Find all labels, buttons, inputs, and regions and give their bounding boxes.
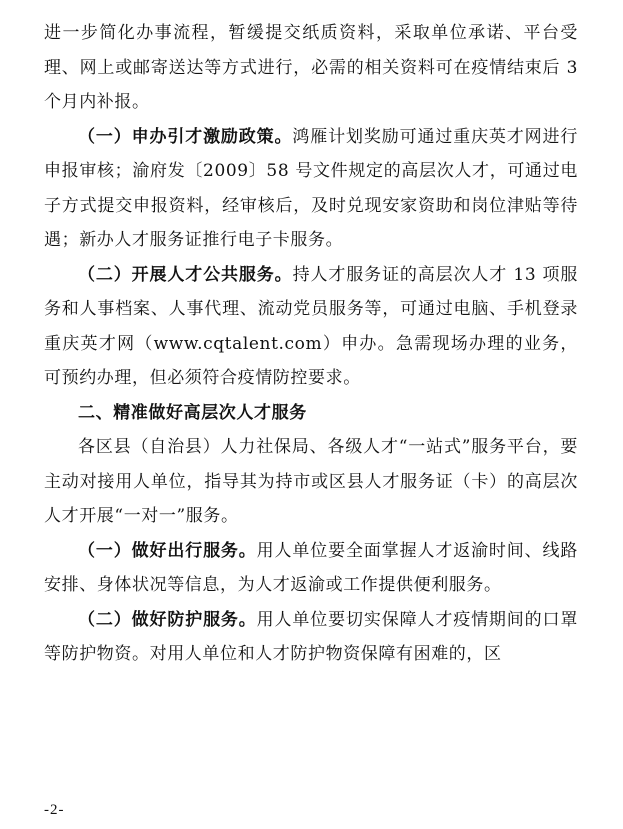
paragraph-text: 持人才服务证的高层次人才 13 项服务和人事档案、人事代理、流动党员服务等，可通过电脑、手机登录重庆英才网（www.cqtalent.com）申办。急需现场办理的业务，可预约办理，但必须符合疫情防控要求。 — [44, 264, 578, 388]
paragraph-continuation — [44, 16, 578, 120]
paragraph-text: 进一步简化办事流程，暂缓提交纸质资料，采取单位承诺、平台受理、网上或邮寄送达等方式进行，必需的相关资料可在疫情结束后 3 个月内补报。 — [44, 23, 578, 112]
paragraph-incentive-policy — [44, 120, 578, 258]
paragraph-text: 鸿雁计划奖励可通过重庆英才网进行申报审核；渝府发〔2009〕58 号文件规定的高层次人才，可通过电子方式提交申报资料，经审核后，及时兑现安家资助和岗位津贴等待遇；新办人才服务证推行电子卡服务。 — [44, 126, 578, 250]
paragraph-text: 用人单位要切实保障人才疫情期间的口罩等防护物资。对用人单位和人才防护物资保障有困难的，区 — [44, 609, 578, 664]
paragraph-lead: （一）做好出行服务。 — [78, 540, 257, 561]
paragraph-lead: （一）申办引才激励政策。 — [78, 126, 293, 147]
paragraph-protection-service — [44, 603, 578, 672]
section-heading: 二、精准做好高层次人才服务 — [78, 402, 307, 423]
paragraph-public-service — [44, 258, 578, 396]
paragraph-travel-service — [44, 534, 578, 603]
paragraph-lead: （二）开展人才公共服务。 — [78, 264, 293, 285]
paragraph-platform — [44, 430, 578, 534]
paragraph-lead: （二）做好防护服务。 — [78, 609, 257, 630]
page-number: -2- — [44, 802, 65, 818]
document-body — [44, 16, 578, 672]
paragraph-text: 用人单位要全面掌握人才返渝时间、线路安排、身体状况等信息，为人才返渝或工作提供便利服务。 — [44, 540, 578, 595]
paragraph-text: 各区县（自治县）人力社保局、各级人才“一站式”服务平台，要主动对接用人单位，指导其为持市或区县人才服务证（卡）的高层次人才开展“一对一”服务。 — [44, 437, 578, 526]
